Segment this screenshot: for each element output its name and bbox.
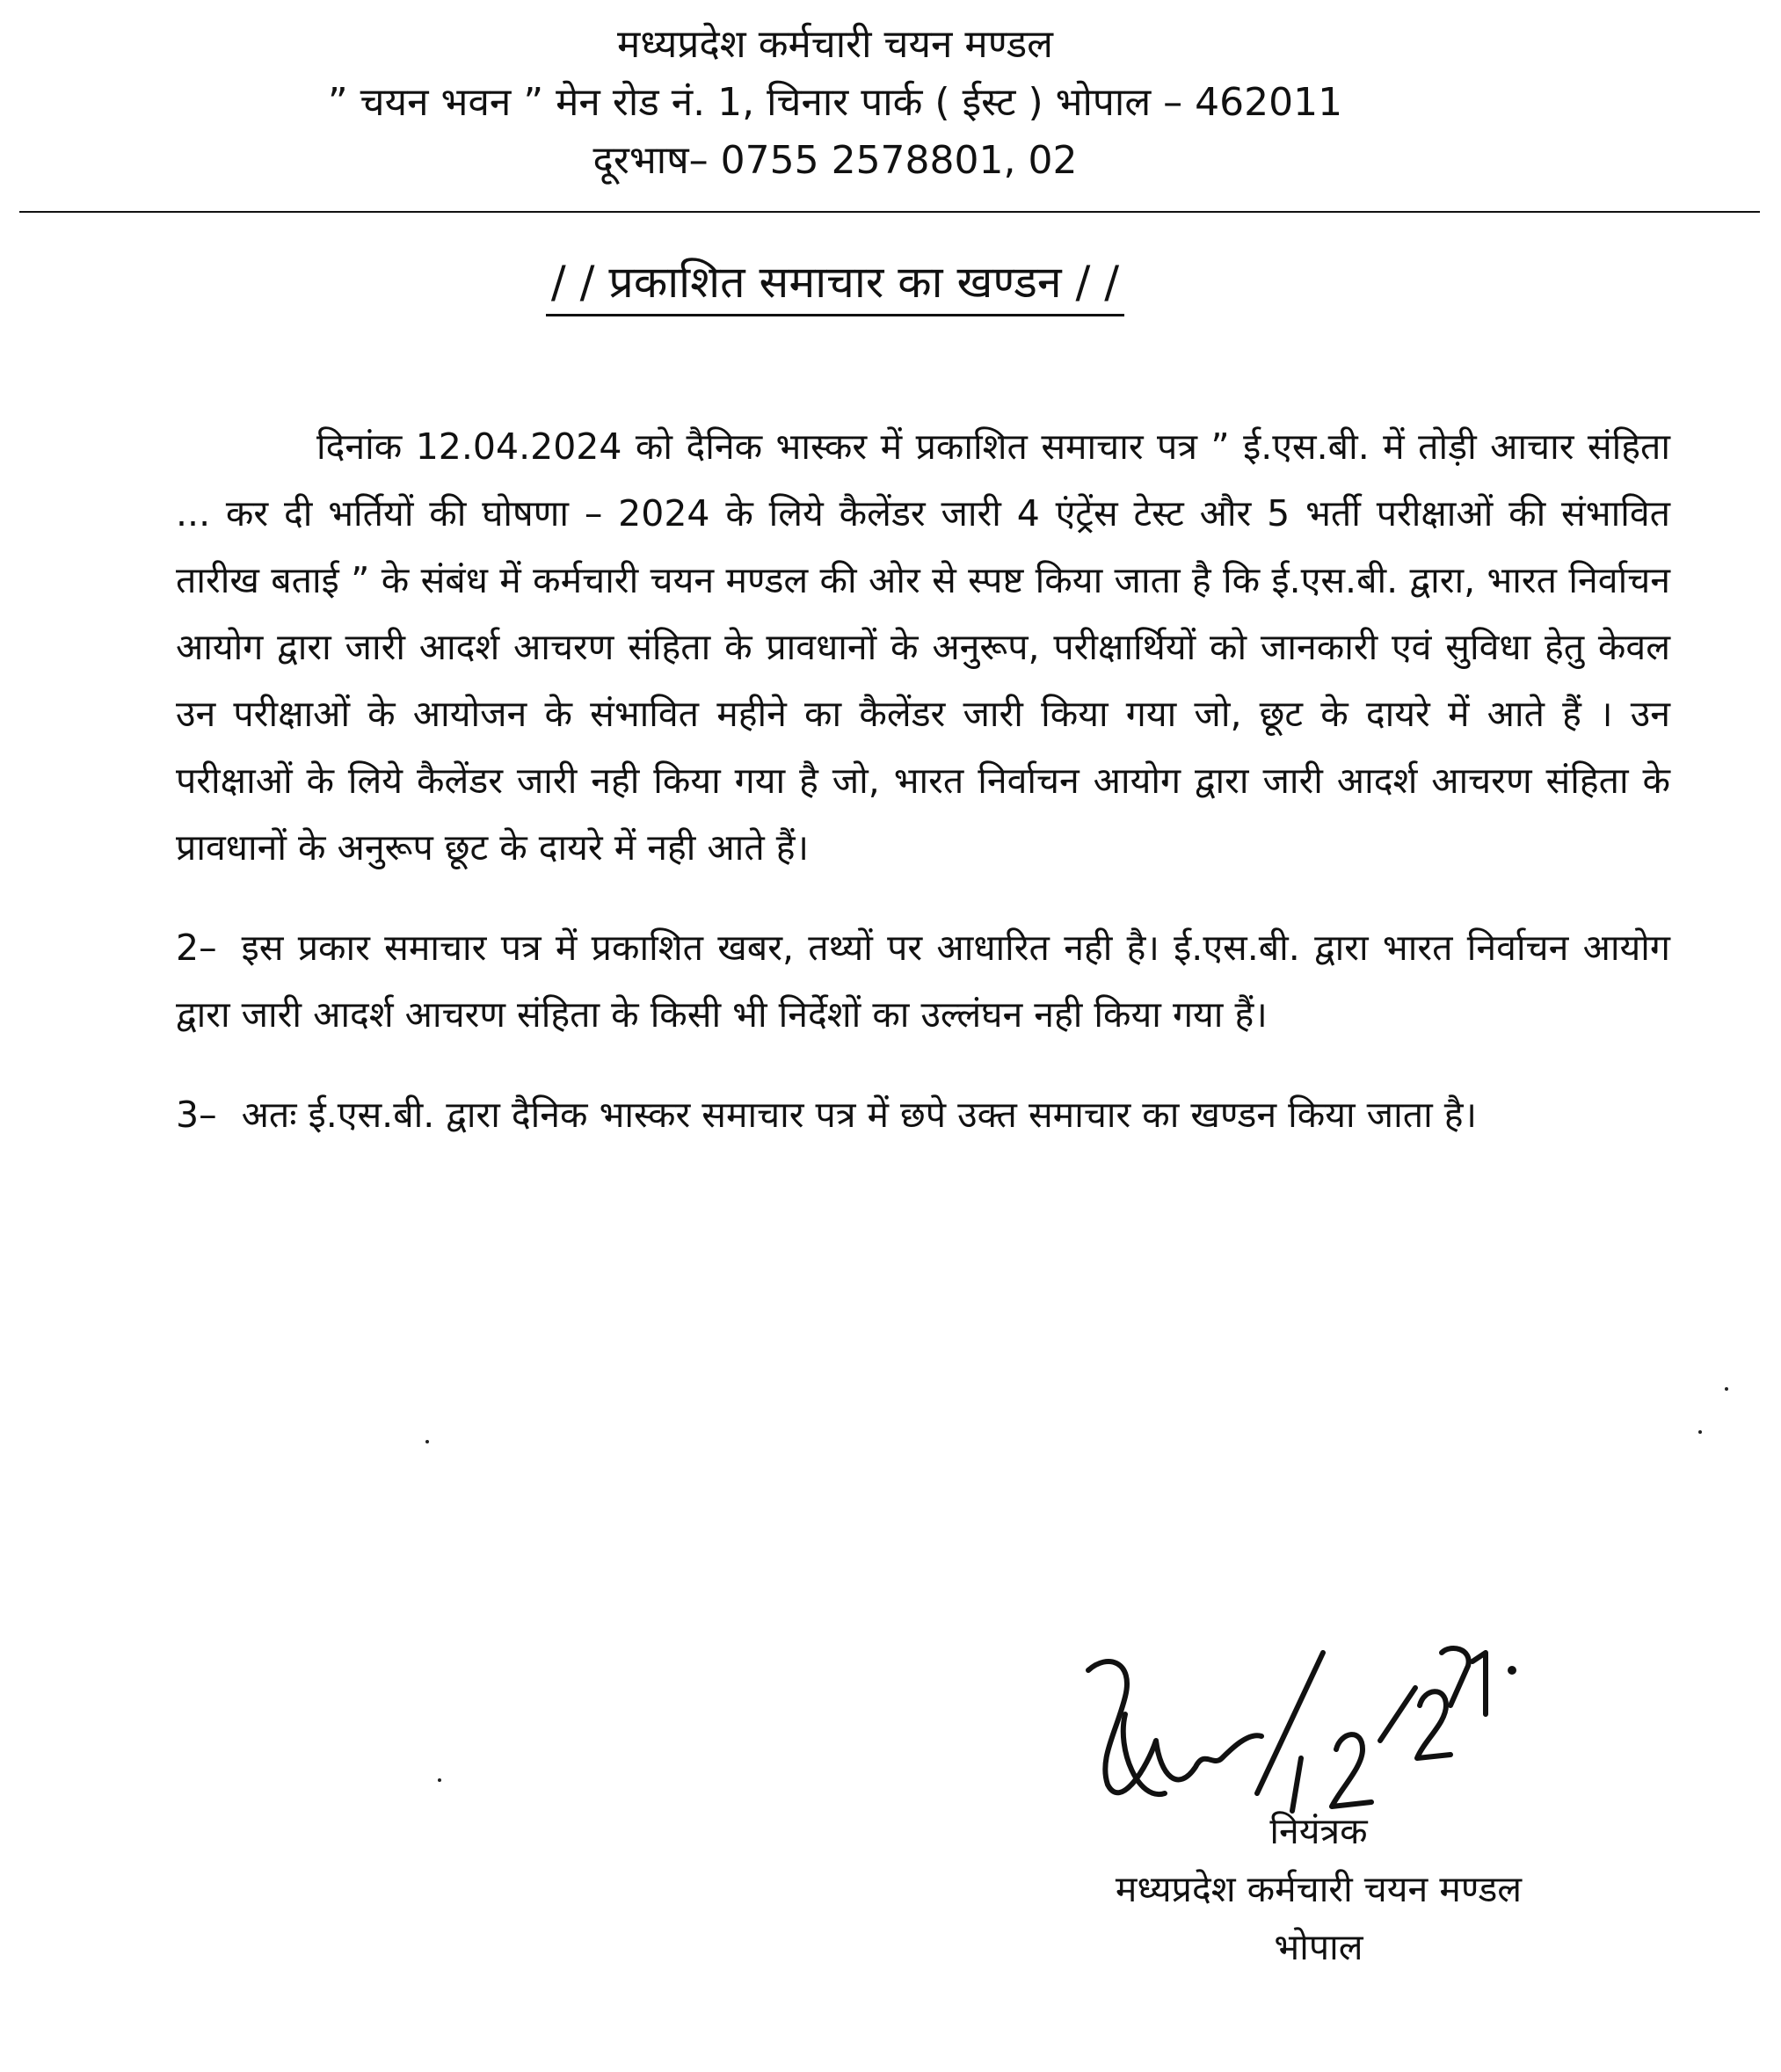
paragraph-2 — [176, 914, 1670, 1048]
scan-speck — [1725, 1387, 1728, 1391]
org-address: ” चयन भवन ” मेन रोड नं. 1, चिनार पार्क ( ईस्ट ) भोपाल – 462011 — [327, 80, 1343, 125]
paragraph-2-text: इस प्रकार समाचार पत्र में प्रकाशित खबर, तथ्यों पर आधारित नही है। ई.एस.बी. द्वारा भारत निर्वाचन आयोग द्वारा जारी आदर्श आचरण संहिता के किसी भी निर्देशों का उल्लंघन नही किया गया हैं। — [176, 927, 1670, 1036]
signatory-details — [1011, 1802, 1626, 1976]
signature-block — [1011, 1635, 1626, 2057]
notice-title-text: / / प्रकाशित समाचार का खण्डन / / — [546, 251, 1124, 316]
org-phone: दूरभाष– 0755 2578801, 02 — [592, 138, 1078, 183]
signatory-designation: नियंत्रक — [1269, 1810, 1368, 1852]
signatory-organization: मध्यप्रदेश कर्मचारी चयन मण्डल — [1115, 1868, 1523, 1910]
paragraph-1-text: दिनांक 12.04.2024 को दैनिक भास्कर में प्रकाशित समाचार पत्र ” ई.एस.बी. में तोड़ी आचार संहिता ... कर दी भर्तियों की घोषणा – 2024 के लिये कैलेंडर जारी 4 एंट्रेंस टेस्ट और 5 भर्ती परीक्षाओं की संभावित तारीख बताई ” के संबंध में कर्मचारी चयन मण्डल की ओर से स्पष्ट किया जाता है कि ई.एस.बी. द्वारा, भारत निर्वाचन आयोग द्वारा जारी आदर्श आचरण संहिता के प्रावधानों के अनुरूप, परीक्षार्थियों को जानकारी एवं सुविधा हेतु केवल उन परीक्षाओं के आयोजन के संभावित महीने का कैलेंडर जारी किया गया जो, छूट के दायरे में आते हैं । उन परीक्षाओं के लिये कैलेंडर जारी नही किया गया है जो, भारत निर्वाचन आयोग द्वारा जारी आदर्श आचरण संहिता के प्रावधानों के अनुरूप छूट के दायरे में नही आते हैं। — [176, 425, 1670, 869]
scan-speck — [425, 1440, 429, 1443]
paragraph-3-number: 3– — [176, 1094, 217, 1136]
scan-speck — [1698, 1430, 1702, 1434]
header-divider — [19, 211, 1760, 213]
signatory-city: भोपाल — [1274, 1926, 1363, 1968]
scan-speck — [438, 1778, 441, 1782]
org-name: मध्यप्रदेश कर्मचारी चयन मण्डल — [617, 22, 1053, 67]
paragraph-2-number: 2– — [176, 927, 217, 969]
letterhead — [0, 16, 1670, 190]
paragraph-1 — [176, 413, 1670, 881]
notice-body — [176, 413, 1670, 1148]
paragraph-3 — [176, 1081, 1670, 1148]
notice-title — [0, 251, 1670, 316]
paragraph-3-text: अतः ई.एस.बी. द्वारा दैनिक भास्कर समाचार पत्र में छपे उक्त समाचार का खण्डन किया जाता है। — [241, 1094, 1478, 1136]
